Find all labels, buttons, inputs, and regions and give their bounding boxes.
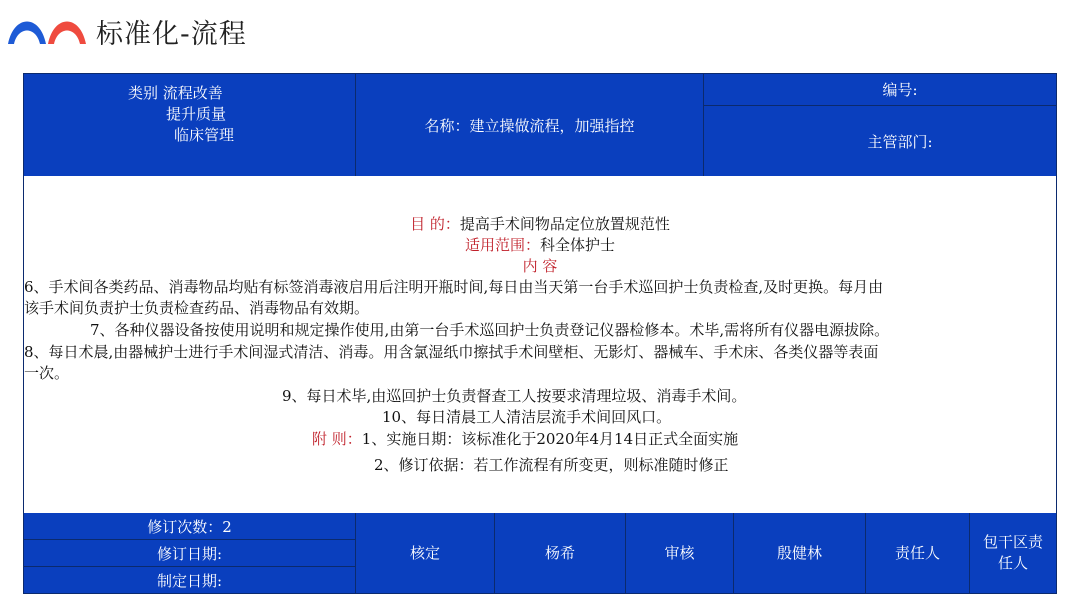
appendix-item-1: 1、实施日期：该标准化于2020年4月14日正式全面实施: [361, 430, 739, 448]
department-label: 主管部门:: [867, 132, 933, 151]
name-cell: [356, 74, 704, 176]
purpose-line: [24, 214, 1056, 235]
number-cell: [704, 74, 1056, 106]
check-label: 核定: [409, 543, 440, 562]
purpose-text: 提高手术间物品定位放置规范性: [459, 215, 670, 233]
appendix-item-2: 2、修订依据：若工作流程有所变更，则标准随时修正: [374, 456, 729, 474]
check-name: 杨希: [544, 543, 575, 562]
paragraph-7: 7、各种仪器设备按使用说明和规定操作使用,由第一台手术巡回护士负责登记仪器检修本。术毕,需将所有仪器电源拔除。: [90, 321, 890, 339]
category-item: 提升质量: [166, 105, 227, 123]
paragraph-8-line-2: 一次。: [24, 364, 70, 382]
review-label-cell: [626, 513, 734, 593]
created-date-label: 制定日期:: [156, 571, 223, 590]
review-label: 审核: [664, 543, 695, 562]
content-label: 内 容: [522, 257, 558, 275]
category-item: 流程改善: [162, 84, 223, 102]
review-name: 殷健林: [776, 543, 822, 562]
created-date-cell: [24, 567, 356, 593]
number-label: 编号:: [882, 81, 918, 99]
brand-logo-icon: [6, 8, 88, 46]
purpose-label: 目 的：: [410, 215, 460, 233]
scope-line: [24, 235, 1056, 256]
check-name-cell: [495, 513, 626, 593]
category-label: 类别: [128, 84, 159, 102]
category-cell: [24, 74, 356, 176]
paragraph-9: 9、每日术毕,由巡回护士负责督查工人按要求清理垃圾、消毒手术间。: [282, 387, 747, 405]
responsible-value-cell: [970, 513, 1056, 593]
appendix-label: 附 则：: [312, 430, 362, 448]
scope-text: 科全体护士: [540, 236, 616, 254]
procedure-name: 名称：建立操做流程，加强指控: [424, 116, 635, 135]
responsible-label-cell: [866, 513, 970, 593]
department-cell: [704, 106, 1056, 176]
scope-label: 适用范围：: [464, 236, 540, 254]
procedure-form: [23, 73, 1057, 594]
responsible-label: 责任人: [894, 543, 940, 562]
revision-count: 修订次数：2: [147, 517, 232, 536]
paragraph-10: 10、每日清晨工人清洁层流手术间回风口。: [382, 408, 672, 426]
revision-count-cell: [24, 513, 356, 540]
appendix-line-1: [312, 429, 738, 450]
responsible-value: 包干区责任人: [982, 533, 1043, 572]
paragraph-6-line-1: 6、手术间各类药品、消毒物品均贴有标签消毒液启用后注明开瓶时间,每日由当天第一台手术巡回护士负责检查,及时更换。每月由: [24, 278, 884, 296]
page-title: 标准化-流程: [96, 19, 247, 50]
paragraph-8-line-1: 8、每日术晨,由器械护士进行手术间湿式清洁、消毒。用含氯湿纸巾擦拭手术间壁柜、无影灯、器械车、手术床、各类仪器等表面: [24, 343, 879, 361]
check-label-cell: [356, 513, 495, 593]
review-name-cell: [734, 513, 866, 593]
paragraph-6-line-2: 该手术间负责护士负责检查药品、消毒物品有效期。: [24, 299, 370, 317]
content-area: [24, 176, 1056, 513]
category-item: 临床管理: [174, 126, 235, 144]
revision-date-label: 修订日期:: [156, 544, 223, 563]
revision-date-cell: [24, 540, 356, 567]
